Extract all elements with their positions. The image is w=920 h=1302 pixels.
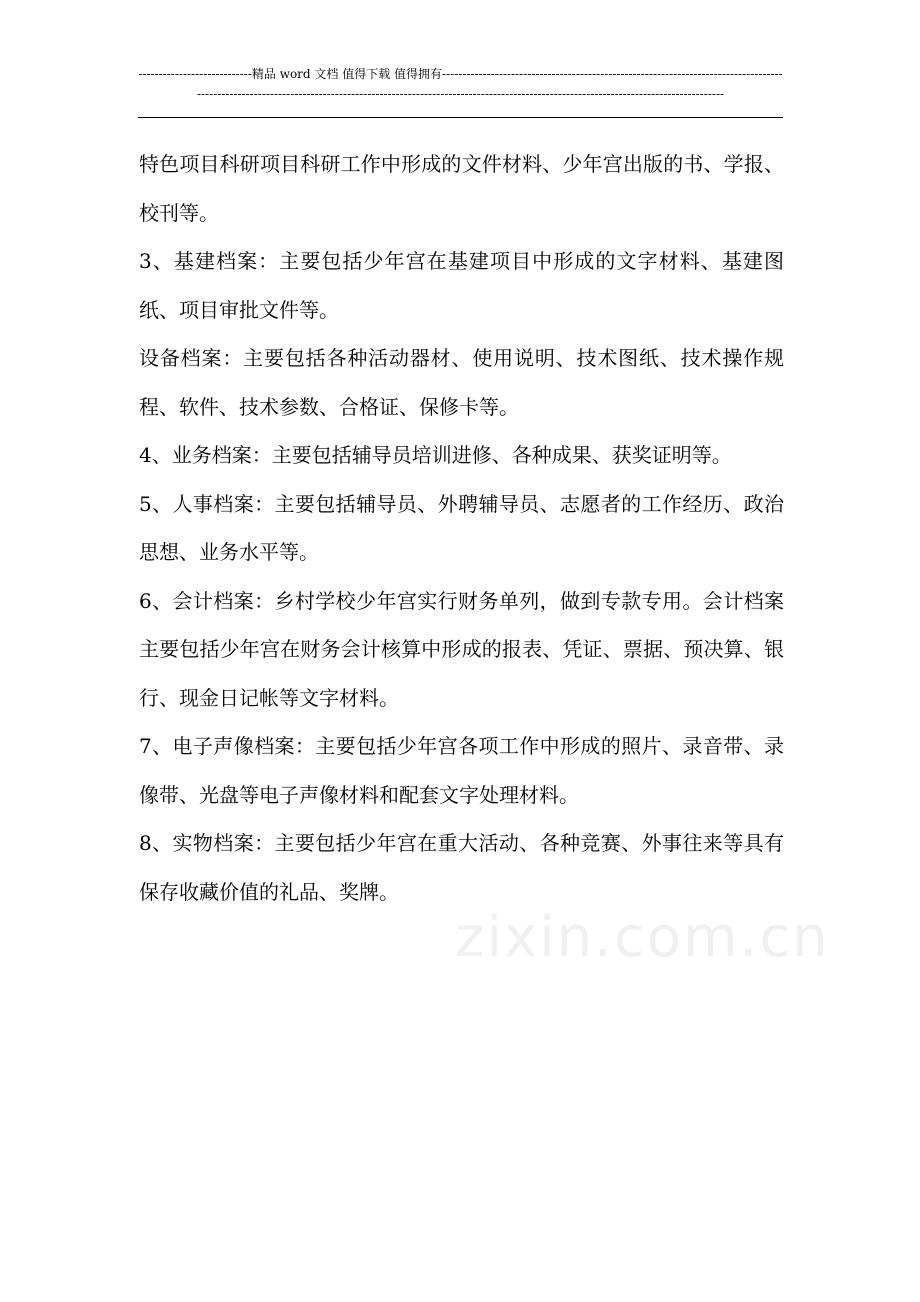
paragraph-construction-archives: 3、基建档案：主要包括少年宫在基建项目中形成的文字材料、基建图纸、项目审批文件等。 [139, 249, 784, 322]
paragraph-physical-archives: 8、实物档案：主要包括少年宫在重大活动、各种竞赛、外事往来等具有保存收藏价值的礼品、奖牌。 [139, 831, 784, 904]
paragraph-audiovisual-archives: 7、电子声像档案：主要包括少年宫各项工作中形成的照片、录音带、录像带、光盘等电子声像材料和配套文字处理材料。 [139, 734, 784, 807]
paragraph-accounting-archives: 6、会计档案：乡村学校少年宫实行财务单列，做到专款专用。会计档案主要包括少年宫在财务会计核算中形成的报表、凭证、票据、预决算、银行、现金日记帐等文字材料。 [139, 588, 784, 710]
page-header: ----------------------------精品 word 文档 值得下载 值得拥有---------------------------------------------------------------------------------------------------------------------------------------------------------------------------------------------------------------------- [138, 67, 783, 101]
paragraph-equipment-archives: 设备档案：主要包括各种活动器材、使用说明、技术图纸、技术操作规程、软件、技术参数、合格证、保修卡等。 [139, 346, 784, 419]
watermark: zixin.com.cn [455, 905, 830, 970]
paragraph-business-archives: 4、业务档案：主要包括辅导员培训进修、各种成果、获奖证明等。 [139, 443, 732, 467]
document-body [139, 140, 784, 916]
paragraph-research-files: 特色项目科研项目科研工作中形成的文件材料、少年宫出版的书、学报、校刊等。 [139, 152, 784, 225]
header-divider [138, 117, 783, 118]
paragraph-personnel-archives: 5、人事档案：主要包括辅导员、外聘辅导员、志愿者的工作经历、政治思想、业务水平等。 [139, 491, 784, 564]
